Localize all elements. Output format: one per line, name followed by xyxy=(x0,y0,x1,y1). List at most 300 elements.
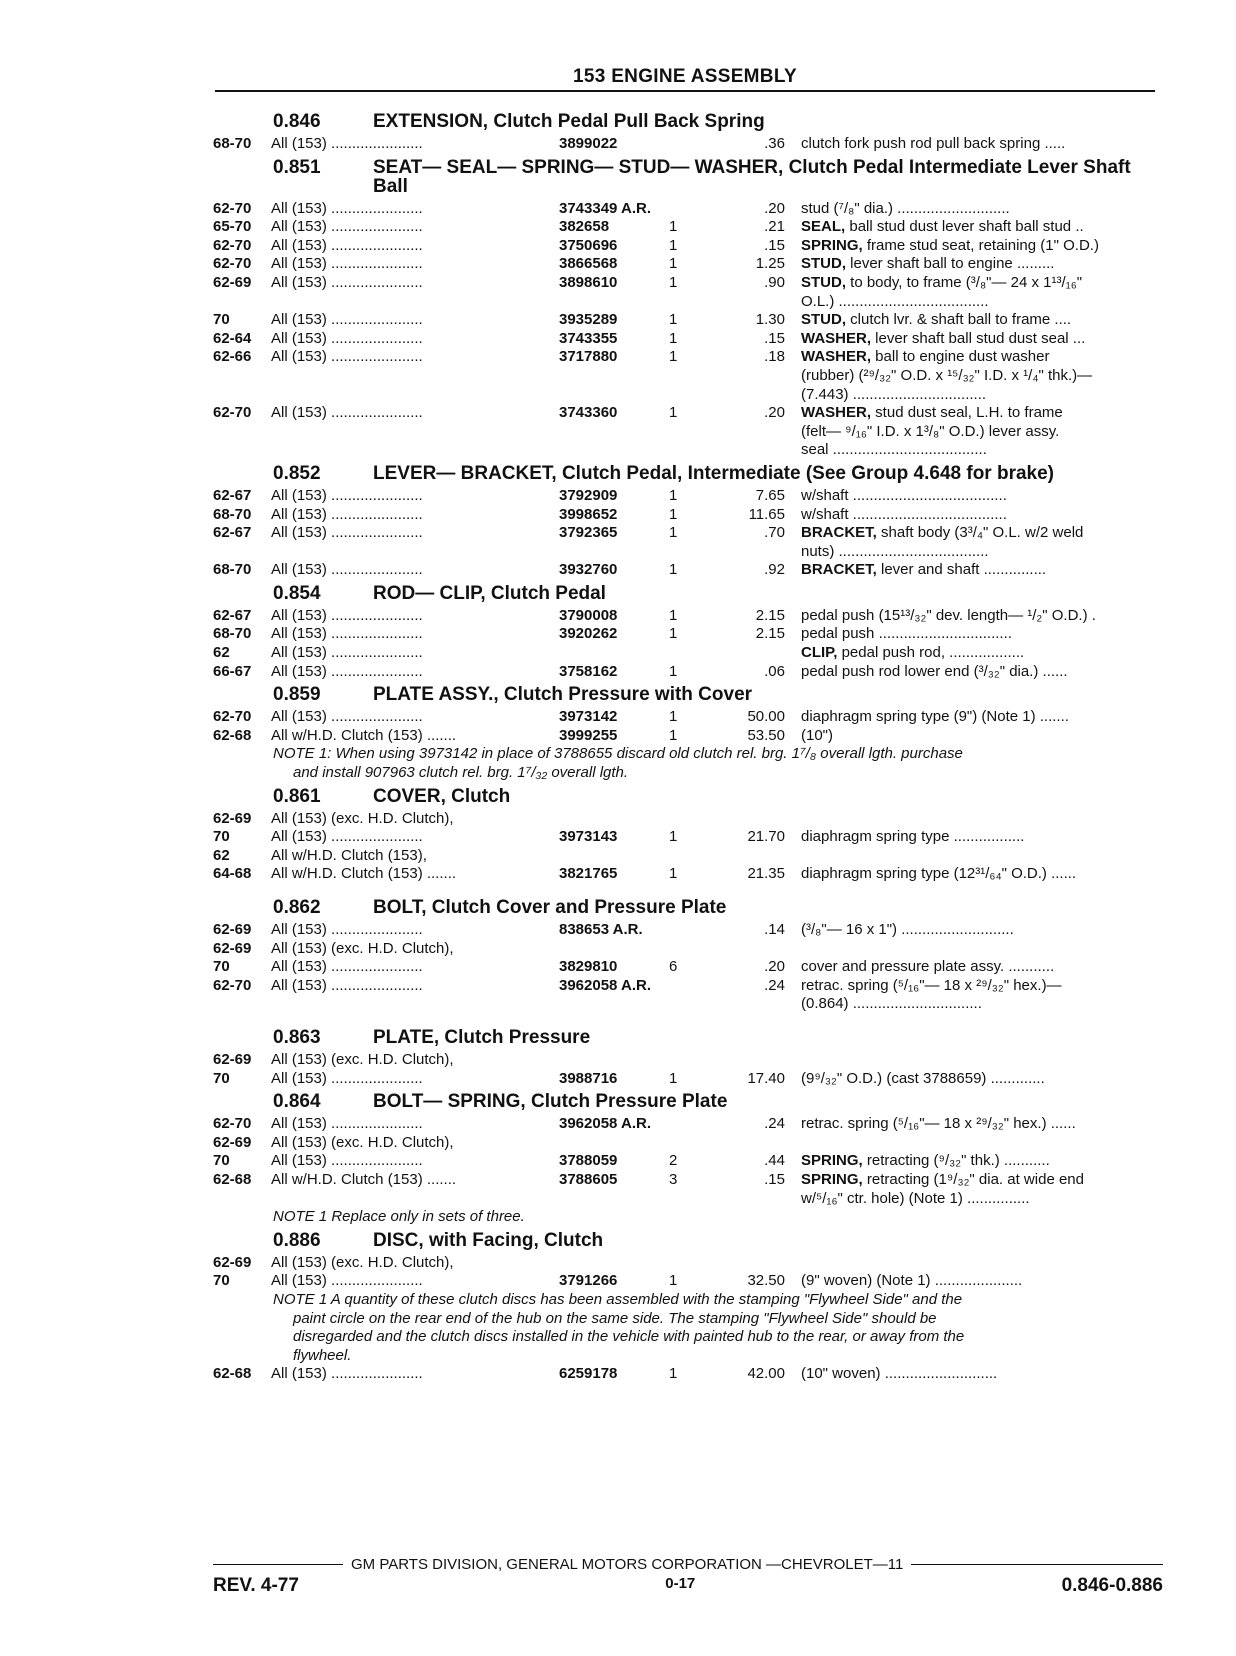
part-row xyxy=(213,921,1163,940)
description-text: shaft body (3³/₄" O.L. w/2 weld nuts) .................................... xyxy=(801,524,1084,560)
model-applicability: All (153) ...................... xyxy=(271,1115,423,1133)
year-range: 66-67 xyxy=(213,662,252,680)
part-number: 6259178 xyxy=(559,1365,618,1383)
part-number: 3866568 xyxy=(559,255,618,273)
description-text: w/shaft ..................................... xyxy=(801,486,1007,504)
part-description xyxy=(801,135,1163,154)
model-applicability: All (153) ...................... xyxy=(271,273,423,291)
quantity: 1 xyxy=(669,561,678,579)
quantity: 1 xyxy=(669,255,678,273)
group-spacer xyxy=(213,884,1163,894)
model-applicability: All (153) ...................... xyxy=(271,404,423,422)
group-heading xyxy=(213,158,1163,196)
description-keyword: WASHER, xyxy=(801,329,872,347)
price: .21 xyxy=(764,218,785,236)
part-description xyxy=(801,663,1163,682)
part-description xyxy=(801,404,1163,460)
description-text: diaphragm spring type (9") (Note 1) ....... xyxy=(801,708,1069,726)
part-row xyxy=(213,311,1163,330)
description-keyword: WASHER, xyxy=(801,348,872,366)
year-range: 62-69 xyxy=(213,1253,252,1271)
description-text: diaphragm spring type (12³¹/₆₄" O.D.) ...... xyxy=(801,865,1077,883)
group-heading xyxy=(213,685,1163,704)
part-number: 3750696 xyxy=(559,236,618,254)
page-header xyxy=(215,66,1155,92)
part-row xyxy=(213,865,1163,884)
description-keyword: STUD, xyxy=(801,273,846,291)
price: .15 xyxy=(764,1170,785,1188)
part-row xyxy=(213,847,1163,866)
description-text: cover and pressure plate assy. ........... xyxy=(801,958,1055,976)
description-keyword: SPRING, xyxy=(801,1170,863,1188)
description-text: retrac. spring (⁵/₁₆"— 18 x ²⁹/₃₂" hex.)— (0.864) ............................... xyxy=(801,976,1062,1013)
group-title: PLATE, Clutch Pressure xyxy=(373,1026,591,1048)
year-range: 62-70 xyxy=(213,199,252,217)
group-heading xyxy=(213,464,1163,483)
quantity: 1 xyxy=(669,625,678,643)
part-number: 3988716 xyxy=(559,1069,618,1087)
description-text: retracting (1⁹/₃₂" dia. at wide end w/⁵/₁₆" ctr. hole) (Note 1) ............... xyxy=(801,1170,1084,1207)
price: .24 xyxy=(764,1115,785,1133)
model-applicability: All w/H.D. Clutch (153) ....... xyxy=(271,865,457,883)
group-title: SEAT— SEAL— SPRING— STUD— WASHER, Clutch Pedal Intermediate Lever Shaft Ball xyxy=(373,156,1131,197)
price: .90 xyxy=(764,273,785,291)
part-description xyxy=(801,1272,1163,1291)
part-row xyxy=(213,1152,1163,1171)
description-text: (10") xyxy=(801,726,833,744)
price: 7.65 xyxy=(755,486,785,504)
year-range: 62-69 xyxy=(213,1050,252,1068)
part-number: 3791266 xyxy=(559,1272,618,1290)
part-description xyxy=(801,330,1163,349)
quantity: 1 xyxy=(669,236,678,254)
group-heading xyxy=(213,584,1163,603)
part-row xyxy=(213,1051,1163,1070)
model-applicability: All (153) ...................... xyxy=(271,329,423,347)
part-row xyxy=(213,524,1163,561)
part-row xyxy=(213,487,1163,506)
part-number: 3821765 xyxy=(559,865,618,883)
part-row xyxy=(213,561,1163,580)
quantity: 1 xyxy=(669,273,678,291)
year-range: 62-69 xyxy=(213,1133,252,1151)
part-row xyxy=(213,1254,1163,1273)
part-description xyxy=(801,1070,1163,1089)
group-title: COVER, Clutch xyxy=(373,785,511,807)
year-range: 68-70 xyxy=(213,561,252,579)
model-applicability: All w/H.D. Clutch (153), xyxy=(271,846,427,864)
quantity: 1 xyxy=(669,348,678,366)
price: .36 xyxy=(764,135,785,152)
page-footer xyxy=(213,1556,1163,1597)
part-description xyxy=(801,1171,1163,1208)
part-row xyxy=(213,810,1163,829)
description-text: to body, to frame (³/₈"— 24 x 1¹³/₁₆" O.L.) .................................... xyxy=(801,273,1083,310)
price: .44 xyxy=(764,1152,785,1170)
part-description xyxy=(801,727,1163,746)
model-applicability: All (153) ...................... xyxy=(271,486,423,504)
year-range: 70 xyxy=(213,1069,230,1087)
year-range: 62-69 xyxy=(213,809,252,827)
part-description xyxy=(801,977,1163,1014)
group-title: BOLT, Clutch Cover and Pressure Plate xyxy=(373,897,727,918)
price: 21.70 xyxy=(747,828,785,846)
part-number: 3973142 xyxy=(559,708,618,726)
footer-rule-right xyxy=(911,1564,1163,1565)
model-applicability: All (153) (exc. H.D. Clutch), xyxy=(271,1253,454,1271)
model-applicability: All (153) (exc. H.D. Clutch), xyxy=(271,1133,454,1151)
part-row xyxy=(213,727,1163,746)
model-applicability: All (153) ...................... xyxy=(271,1069,423,1087)
part-row xyxy=(213,330,1163,349)
part-number: 3758162 xyxy=(559,662,618,680)
price: .14 xyxy=(764,921,785,938)
year-range: 62 xyxy=(213,846,230,864)
description-text: ball to engine dust washer (rubber) (²⁹/₃₂" O.D. x ¹⁵/₃₂" I.D. x ¹/₄" thk.)— (7.443) ................................ xyxy=(801,348,1093,403)
page-title: 153 ENGINE ASSEMBLY xyxy=(573,66,797,87)
description-text: (10" woven) ........................... xyxy=(801,1365,998,1383)
model-applicability: All (153) ...................... xyxy=(271,1365,423,1383)
part-row xyxy=(213,1070,1163,1089)
model-applicability: All (153) ...................... xyxy=(271,1272,423,1290)
part-number: 3788605 xyxy=(559,1170,618,1188)
quantity: 1 xyxy=(669,505,678,523)
part-row xyxy=(213,1272,1163,1291)
part-row xyxy=(213,274,1163,311)
model-applicability: All (153) ...................... xyxy=(271,236,423,254)
year-range: 68-70 xyxy=(213,625,252,643)
part-description xyxy=(801,218,1163,237)
description-text: retracting (⁹/₃₂" thk.) ........... xyxy=(862,1152,1050,1170)
group-heading xyxy=(213,1092,1163,1111)
description-text: retrac. spring (⁵/₁₆"— 18 x ²⁹/₃₂" hex.) ...... xyxy=(801,1115,1076,1133)
parts-list xyxy=(213,108,1163,1384)
group-note xyxy=(213,1291,1163,1365)
model-applicability: All (153) ...................... xyxy=(271,958,423,976)
price: .92 xyxy=(764,561,785,579)
quantity: 1 xyxy=(669,329,678,347)
description-keyword: SPRING, xyxy=(801,236,863,254)
part-description xyxy=(801,237,1163,256)
group-number: 0.864 xyxy=(273,1091,321,1113)
quantity: 1 xyxy=(669,865,678,883)
price: 1.25 xyxy=(755,255,785,273)
model-applicability: All (153) ...................... xyxy=(271,218,423,236)
group-number: 0.852 xyxy=(273,462,321,484)
group-title: DISC, with Facing, Clutch xyxy=(373,1229,604,1251)
note-text: NOTE 1 Replace only in sets of three. xyxy=(273,1208,525,1226)
part-number: 3932760 xyxy=(559,561,618,579)
description-keyword: SEAL, xyxy=(801,218,846,236)
model-applicability: All w/H.D. Clutch (153) ....... xyxy=(271,726,457,744)
price: .20 xyxy=(764,958,785,976)
price: .18 xyxy=(764,348,785,366)
footer-rule-left xyxy=(213,1564,343,1565)
quantity: 1 xyxy=(669,708,678,726)
group-heading xyxy=(213,787,1163,806)
price: 11.65 xyxy=(748,505,785,523)
year-range: 62-70 xyxy=(213,976,252,994)
price: .06 xyxy=(764,662,785,680)
part-description xyxy=(801,607,1163,626)
part-row xyxy=(213,958,1163,977)
model-applicability: All (153) ...................... xyxy=(271,199,423,217)
year-range: 68-70 xyxy=(213,505,252,523)
year-range: 62-70 xyxy=(213,236,252,254)
quantity: 1 xyxy=(669,1069,678,1087)
year-range: 62-70 xyxy=(213,404,252,422)
year-range: 62-67 xyxy=(213,606,252,624)
quantity: 1 xyxy=(669,486,678,504)
part-description xyxy=(801,274,1163,311)
part-number: 3743360 xyxy=(559,404,618,422)
quantity: 1 xyxy=(669,524,678,542)
group-note xyxy=(213,745,1163,782)
group-heading xyxy=(213,112,1163,131)
description-text: stud (⁷/₈" dia.) ........................... xyxy=(801,199,1010,217)
year-range: 62 xyxy=(213,644,230,662)
model-applicability: All (153) ...................... xyxy=(271,644,423,662)
part-description xyxy=(801,561,1163,580)
price: .20 xyxy=(764,404,785,422)
group-note xyxy=(213,1208,1163,1227)
part-number: 3717880 xyxy=(559,348,618,366)
model-applicability: All (153) ...................... xyxy=(271,606,423,624)
model-applicability: All (153) ...................... xyxy=(271,708,423,726)
part-number: 3935289 xyxy=(559,311,618,329)
part-description xyxy=(801,1365,1163,1384)
part-row xyxy=(213,506,1163,525)
note-text: NOTE 1 A quantity of these clutch discs has been assembled with the stamping "Flywheel Side" and the xyxy=(273,1290,963,1308)
description-keyword: CLIP, xyxy=(801,644,838,662)
price: 53.50 xyxy=(747,726,785,744)
part-number: 3998652 xyxy=(559,505,618,523)
quantity: 1 xyxy=(669,218,678,236)
part-number: 382658 xyxy=(559,218,610,236)
part-description xyxy=(801,348,1163,404)
part-description xyxy=(801,1152,1163,1171)
group-heading xyxy=(213,1028,1163,1047)
part-number: 3973143 xyxy=(559,828,618,846)
part-description xyxy=(801,506,1163,525)
note-continuation: paint circle on the rear end of the hub on the same side. The stamping "Flywheel Side" should be disregarded and the clutch discs installed in the vehicle with painted hub to the rear, or away from the flywheel. xyxy=(293,1309,965,1364)
part-number: 3788059 xyxy=(559,1152,618,1170)
price: .15 xyxy=(764,236,785,254)
model-applicability: All (153) (exc. H.D. Clutch), xyxy=(271,809,454,827)
part-row xyxy=(213,708,1163,727)
part-description xyxy=(801,708,1163,727)
year-range: 70 xyxy=(213,828,230,846)
description-text: diaphragm spring type ................. xyxy=(801,828,1025,846)
part-description xyxy=(801,865,1163,884)
description-text: (9⁹/₃₂" O.D.) (cast 3788659) ............. xyxy=(801,1069,1045,1087)
part-number: 3962058 A.R. xyxy=(559,1115,652,1133)
model-applicability: All (153) ...................... xyxy=(271,505,423,523)
description-keyword: BRACKET, xyxy=(801,524,877,542)
description-text: (9" woven) (Note 1) ..................... xyxy=(801,1272,1023,1290)
part-row xyxy=(213,237,1163,256)
group-title: PLATE ASSY., Clutch Pressure with Cover xyxy=(373,684,753,706)
model-applicability: All (153) ...................... xyxy=(271,524,423,542)
group-title: LEVER— BRACKET, Clutch Pedal, Intermediate (See Group 4.648 for brake) xyxy=(373,462,1054,484)
note-text: NOTE 1: When using 3973142 in place of 3788655 discard old clutch rel. brg. 1⁷/₈ overall lgth. purchase xyxy=(273,745,963,763)
group-number: 0.886 xyxy=(273,1229,321,1251)
part-number: 3792909 xyxy=(559,486,618,504)
part-row xyxy=(213,404,1163,460)
group-number: 0.862 xyxy=(273,897,321,918)
description-text: pedal push rod, .................. xyxy=(837,644,1025,662)
note-continuation: and install 907963 clutch rel. brg. 1⁷/₃₂ overall lgth. xyxy=(293,764,629,782)
year-range: 64-68 xyxy=(213,865,252,883)
group-number: 0.854 xyxy=(273,582,321,604)
part-row xyxy=(213,1365,1163,1384)
model-applicability: All (153) (exc. H.D. Clutch), xyxy=(271,939,454,957)
group-spacer xyxy=(213,1014,1163,1024)
year-range: 62-67 xyxy=(213,486,252,504)
group-number: 0.863 xyxy=(273,1026,321,1048)
page-number: 0-17 xyxy=(665,1575,696,1592)
year-range: 70 xyxy=(213,958,230,976)
part-description xyxy=(801,828,1163,847)
year-range: 62-68 xyxy=(213,726,252,744)
part-row xyxy=(213,977,1163,1014)
price: 42.00 xyxy=(747,1365,785,1383)
year-range: 70 xyxy=(213,1152,230,1170)
group-title: EXTENSION, Clutch Pedal Pull Back Spring xyxy=(373,111,765,132)
quantity: 1 xyxy=(669,606,678,624)
quantity: 1 xyxy=(669,726,678,744)
description-keyword: STUD, xyxy=(801,311,846,329)
group-range: 0.846-0.886 xyxy=(1061,1575,1163,1596)
description-text: w/shaft ..................................... xyxy=(801,505,1007,523)
year-range: 70 xyxy=(213,1272,230,1290)
part-description xyxy=(801,524,1163,561)
part-row xyxy=(213,348,1163,404)
year-range: 62-69 xyxy=(213,921,252,938)
model-applicability: All (153) ...................... xyxy=(271,625,423,643)
footer-publisher: GM PARTS DIVISION, GENERAL MOTORS CORPORATION —CHEVROLET—11 xyxy=(351,1556,904,1573)
part-description xyxy=(801,200,1163,219)
year-range: 62-64 xyxy=(213,329,252,347)
part-number: 3743355 xyxy=(559,329,618,347)
part-number: 838653 A.R. xyxy=(559,921,643,938)
model-applicability: All (153) ...................... xyxy=(271,561,423,579)
part-description xyxy=(801,644,1163,663)
group-number: 0.846 xyxy=(273,111,321,132)
group-number: 0.851 xyxy=(273,156,321,178)
part-row xyxy=(213,663,1163,682)
description-text: lever and shaft ............... xyxy=(876,561,1047,579)
price: 50.00 xyxy=(747,708,785,726)
part-row xyxy=(213,607,1163,626)
part-description xyxy=(801,1115,1163,1134)
price: .20 xyxy=(764,199,785,217)
quantity: 1 xyxy=(669,1272,678,1290)
year-range: 62-68 xyxy=(213,1365,252,1383)
part-number: 3829810 xyxy=(559,958,618,976)
description-text: lever shaft ball stud dust seal ... xyxy=(871,329,1086,347)
model-applicability: All (153) ...................... xyxy=(271,921,423,938)
model-applicability: All (153) ...................... xyxy=(271,976,423,994)
year-range: 68-70 xyxy=(213,135,252,152)
description-text: (³/₈"— 16 x 1") ........................... xyxy=(801,921,1014,938)
part-description xyxy=(801,487,1163,506)
part-number: 3792365 xyxy=(559,524,618,542)
quantity: 1 xyxy=(669,662,678,680)
price: .70 xyxy=(764,524,785,542)
part-row xyxy=(213,625,1163,644)
part-number: 3743349 A.R. xyxy=(559,199,652,217)
price: 17.40 xyxy=(747,1069,785,1087)
part-description xyxy=(801,958,1163,977)
description-text: clutch lvr. & shaft ball to frame .... xyxy=(846,311,1072,329)
price: 32.50 xyxy=(747,1272,785,1290)
part-row xyxy=(213,940,1163,959)
year-range: 62-67 xyxy=(213,524,252,542)
group-title: ROD— CLIP, Clutch Pedal xyxy=(373,582,606,604)
part-row xyxy=(213,255,1163,274)
group-title: BOLT— SPRING, Clutch Pressure Plate xyxy=(373,1091,728,1113)
year-range: 62-68 xyxy=(213,1170,252,1188)
description-text: pedal push rod lower end (³/₃₂" dia.) ...... xyxy=(801,662,1068,680)
description-keyword: BRACKET, xyxy=(801,561,877,579)
price: .24 xyxy=(764,976,785,994)
year-range: 62-70 xyxy=(213,1115,252,1133)
quantity: 1 xyxy=(669,404,678,422)
year-range: 62-70 xyxy=(213,255,252,273)
header-rule xyxy=(215,90,1155,92)
model-applicability: All (153) ...................... xyxy=(271,311,423,329)
part-row xyxy=(213,828,1163,847)
part-number: 3898610 xyxy=(559,273,618,291)
model-applicability: All (153) ...................... xyxy=(271,348,423,366)
revision-label: REV. 4-77 xyxy=(213,1575,299,1596)
model-applicability: All (153) ...................... xyxy=(271,135,423,152)
part-row xyxy=(213,1134,1163,1153)
year-range: 62-70 xyxy=(213,708,252,726)
description-text: pedal push ................................ xyxy=(801,625,1012,643)
part-row xyxy=(213,135,1163,154)
quantity: 1 xyxy=(669,828,678,846)
quantity: 1 xyxy=(669,1365,678,1383)
part-description xyxy=(801,921,1163,940)
description-keyword: SPRING, xyxy=(801,1152,863,1170)
model-applicability: All (153) ...................... xyxy=(271,662,423,680)
description-keyword: STUD, xyxy=(801,255,846,273)
part-description xyxy=(801,255,1163,274)
year-range: 62-69 xyxy=(213,273,252,291)
model-applicability: All (153) ...................... xyxy=(271,255,423,273)
part-row xyxy=(213,1115,1163,1134)
model-applicability: All (153) (exc. H.D. Clutch), xyxy=(271,1050,454,1068)
price: 2.15 xyxy=(755,625,785,643)
price: .15 xyxy=(764,329,785,347)
quantity: 2 xyxy=(669,1152,678,1170)
group-number: 0.859 xyxy=(273,684,321,706)
description-text: frame stud seat, retaining (1" O.D.) xyxy=(862,236,1099,254)
part-number: 3920262 xyxy=(559,625,618,643)
model-applicability: All w/H.D. Clutch (153) ....... xyxy=(271,1170,457,1188)
year-range: 70 xyxy=(213,311,230,329)
year-range: 65-70 xyxy=(213,218,252,236)
description-text: pedal push (15¹³/₃₂" dev. length— ¹/₂" O.D.) . xyxy=(801,606,1096,624)
description-text: clutch fork push rod pull back spring ..... xyxy=(801,135,1066,152)
model-applicability: All (153) ...................... xyxy=(271,828,423,846)
part-row xyxy=(213,200,1163,219)
group-heading xyxy=(213,1231,1163,1250)
quantity: 6 xyxy=(669,958,678,976)
quantity: 1 xyxy=(669,311,678,329)
